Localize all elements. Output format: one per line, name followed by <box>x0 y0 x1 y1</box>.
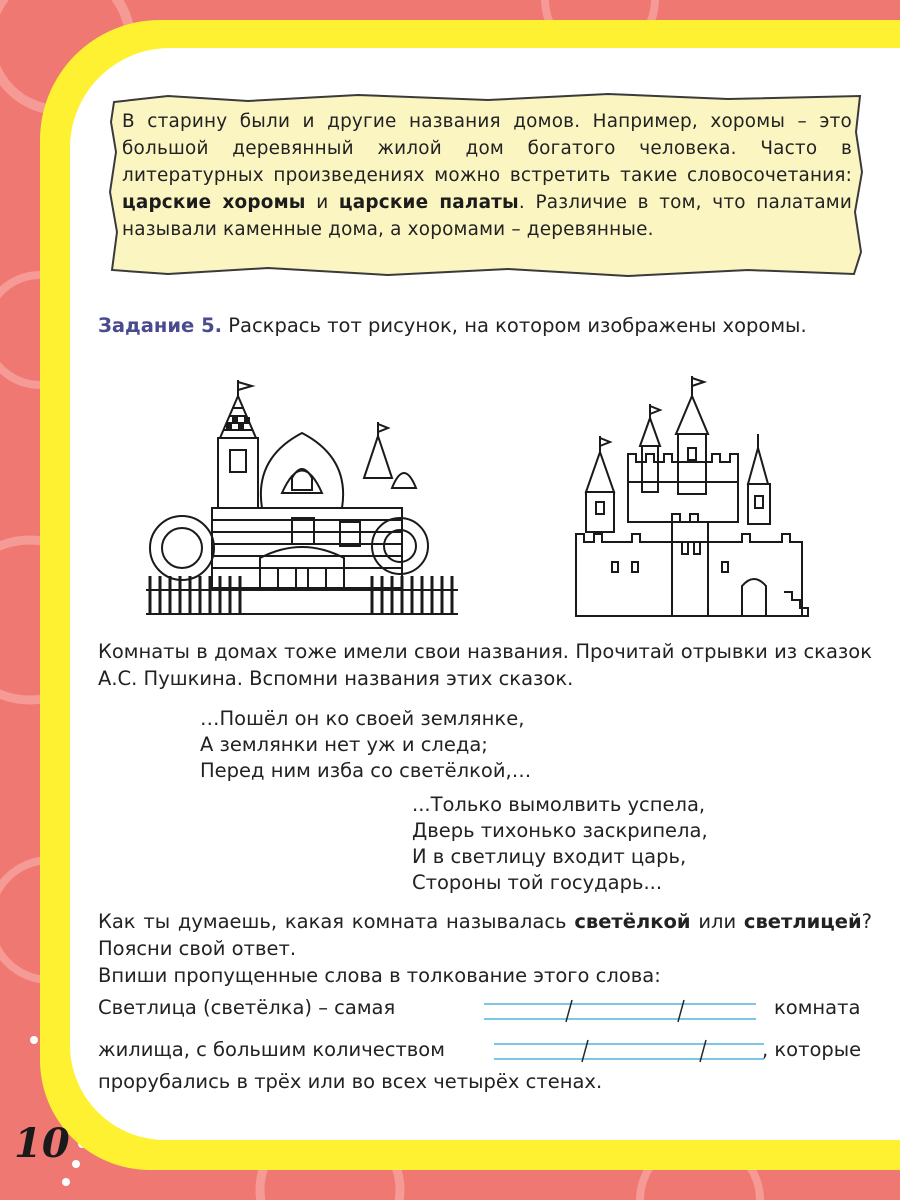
definition-start: Светлица (светёлка) – самая <box>98 996 396 1019</box>
poem-1-line: Перед ним изба со светёлкой,… <box>200 759 532 782</box>
intro-text: Комнаты в домах тоже имели свои названия. Прочитай отрывки из сказок А.С. Пушкина. Вспомни названия этих сказок. <box>98 640 872 690</box>
poem-2-line: Дверь тихонько заскрипела, <box>412 819 708 842</box>
wooden-house-illustration <box>142 378 462 618</box>
poem-1-line: А землянки нет уж и следа; <box>200 733 488 756</box>
stone-castle-illustration <box>572 372 812 620</box>
note-text: В старину были и другие названия домов. Например, хоромы – это большой деревянный жилой дом богатого человека. Часто в литературных произведениях можно встретить такие словосочетания: царские хоромы и царские палаты. Различие в том, что палатами называли каменные дома, а хоромами – деревянные. <box>122 111 853 240</box>
definition-after-blank-1: комната <box>774 996 861 1019</box>
definition-after-blank-2: , которые <box>762 1038 862 1061</box>
poem-2-line: ...Только вымолвить успела, <box>412 793 706 816</box>
term-tsarskie-khoromy: царские хоромы <box>122 192 306 213</box>
page-number: 10 <box>14 1120 70 1167</box>
poem-excerpt-1 <box>200 706 531 784</box>
instruction-text: Впиши пропущенные слова в толкование этого слова: <box>98 964 661 987</box>
term-tsarskie-palaty: царские палаты <box>338 192 519 213</box>
answer-blank-2[interactable] <box>494 1038 764 1064</box>
task-text: Раскрась тот рисунок, на котором изображены хоромы. <box>222 314 807 337</box>
poem-2-line: И в светлицу входит царь, <box>412 845 687 868</box>
term-svetyolka: светёлкой <box>574 910 691 933</box>
task-5 <box>98 312 872 339</box>
answer-blank-1[interactable] <box>484 998 756 1024</box>
definition-line-3: прорубались в трёх или во всех четырёх стенах. <box>98 1070 603 1093</box>
question-text: Как ты думаешь, какая комната называлась светёлкой или светлицей? Поясни свой ответ. <box>98 910 872 960</box>
info-note <box>108 92 866 277</box>
definition-line-2: жилища, с большим количеством <box>98 1038 445 1061</box>
poem-excerpt-2 <box>412 792 708 896</box>
task-title: Задание 5. <box>98 314 223 337</box>
poem-1-line: …Пошёл он ко своей землянке, <box>200 707 525 730</box>
term-svetlitsa: светлицей <box>743 910 862 933</box>
poem-2-line: Стороны той государь... <box>412 871 663 894</box>
